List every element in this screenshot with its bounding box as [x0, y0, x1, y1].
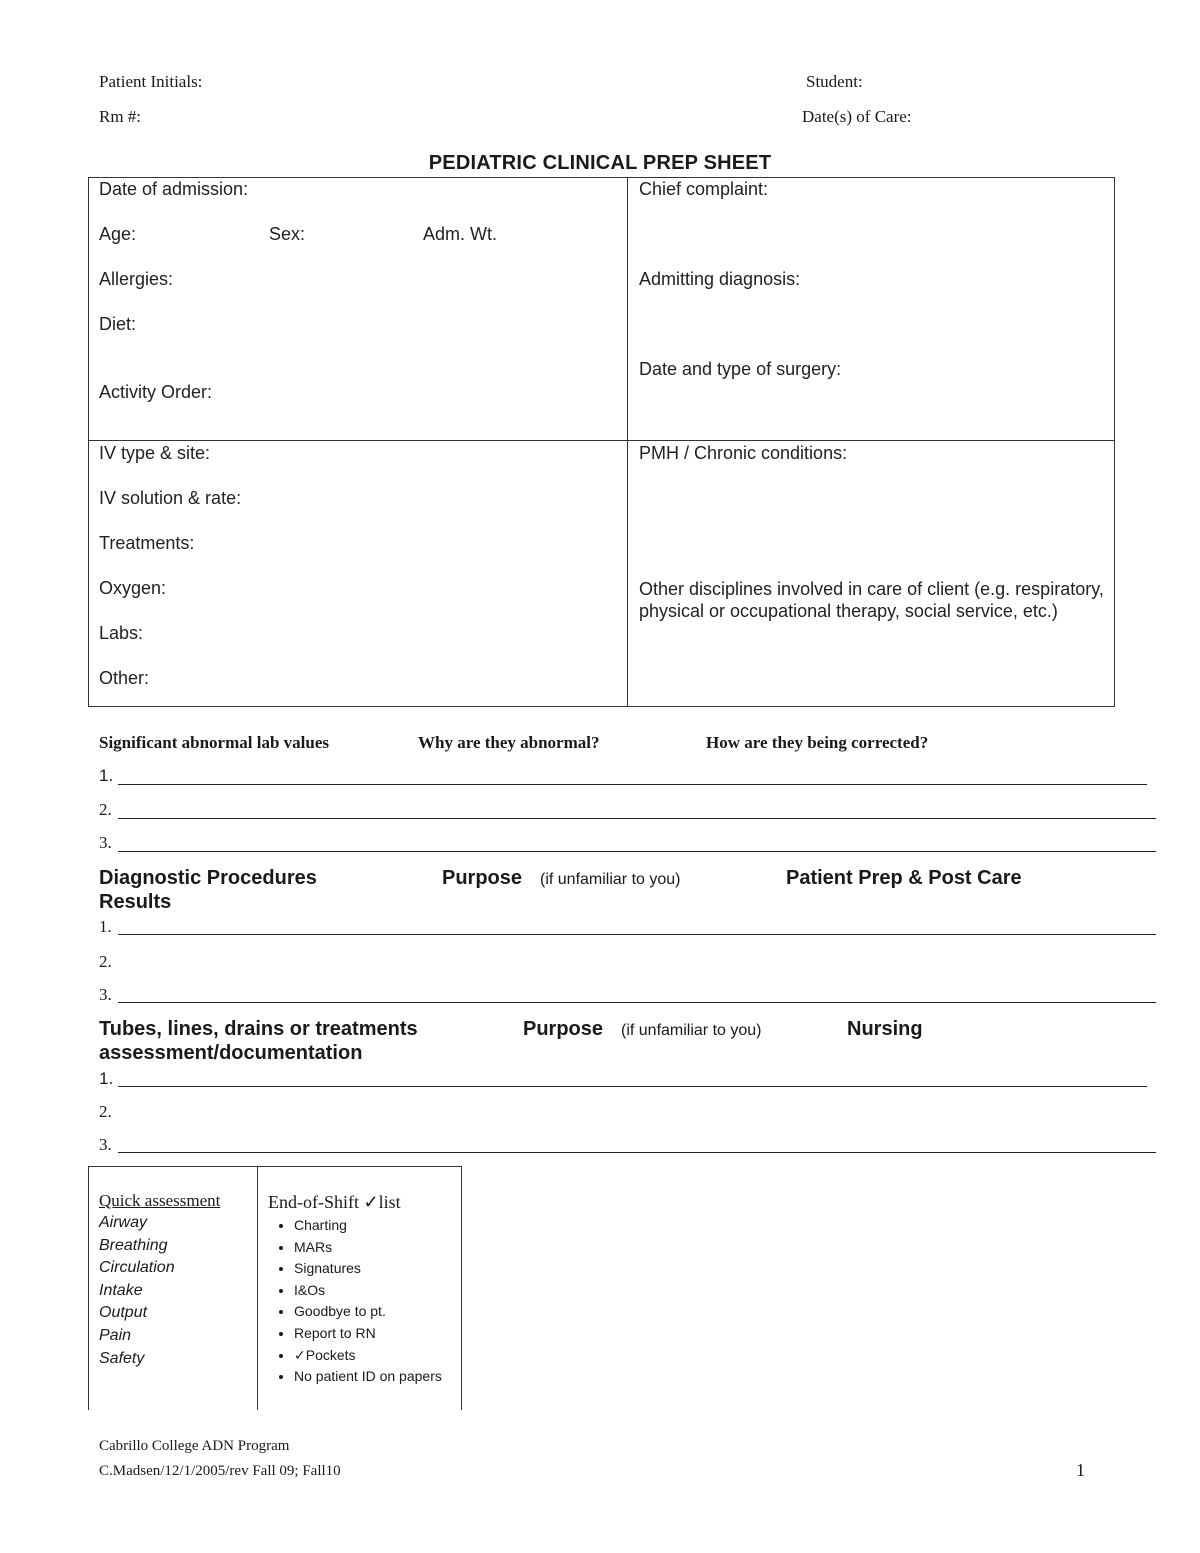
diagnostic-procedures-header: Diagnostic Procedures [99, 867, 317, 889]
lab-row-number: 2. [99, 800, 112, 819]
iv-type-site-field: IV type & site: [99, 443, 211, 463]
checklist-divider [257, 1166, 258, 1410]
diagnostic-row-line [118, 934, 1156, 935]
treatments-field: Treatments: [99, 533, 195, 553]
allergies-field: Allergies: [99, 269, 174, 289]
sex-field: Sex: [269, 224, 306, 244]
admitting-diagnosis-field: Admitting diagnosis: [639, 269, 801, 289]
lab-row-number: 1. [99, 766, 114, 785]
admission-weight-field: Adm. Wt. [423, 224, 498, 244]
page-number: 1 [1076, 1460, 1085, 1480]
lab-row-line [118, 784, 1147, 785]
diet-field: Diet: [99, 314, 137, 334]
tubes-row-number: 2. [99, 1102, 112, 1121]
diagnostic-row-line [118, 1002, 1156, 1003]
surgery-date-type-field: Date and type of surgery: [639, 359, 842, 379]
dates-of-care-label: Date(s) of Care: [802, 107, 912, 126]
quick-assessment-item: Circulation [99, 1259, 175, 1277]
other-disciplines-field: Other disciplines involved in care of client (e.g. respiratory, physical or occupational therapy, social service, etc.) [639, 579, 1104, 621]
quick-assessment-item: Breathing [99, 1236, 168, 1254]
end-of-shift-item: • Report to RN [294, 1323, 458, 1345]
lab-correction-header: How are they being corrected? [706, 733, 929, 752]
tubes-row-line [118, 1152, 1156, 1153]
footer-program: Cabrillo College ADN Program [99, 1438, 290, 1454]
diagnostic-row-number: 2. [99, 952, 112, 971]
other-field: Other: [99, 668, 150, 688]
tubes-row-number: 3. [99, 1135, 112, 1154]
quick-assessment-item: Intake [99, 1281, 143, 1299]
diagnostic-purpose-note: (if unfamiliar to you) [540, 871, 681, 888]
nursing-header: Nursing [847, 1018, 923, 1040]
labs-field: Labs: [99, 623, 144, 643]
end-of-shift-item: • Goodbye to pt. [294, 1301, 458, 1323]
lab-row-number: 3. [99, 833, 112, 852]
info-box-horizontal-divider [88, 440, 1115, 441]
oxygen-field: Oxygen: [99, 578, 167, 598]
info-box-vertical-divider [627, 177, 628, 707]
end-of-shift-item: • ✓Pockets [294, 1345, 458, 1367]
end-of-shift-list [268, 1215, 458, 1388]
lab-row-line [118, 851, 1156, 852]
end-of-shift-item: • Signatures [294, 1258, 458, 1280]
page-title: PEDIATRIC CLINICAL PREP SHEET [428, 152, 772, 174]
footer-revision: C.Madsen/12/1/2005/rev Fall 09; Fall10 [99, 1463, 341, 1479]
pmh-chronic-conditions-field: PMH / Chronic conditions: [639, 443, 848, 463]
diagnostic-row-number: 3. [99, 985, 112, 1004]
tubes-row-number: 1. [99, 1069, 114, 1088]
quick-assessment-list [99, 1212, 175, 1370]
quick-assessment-item: Safety [99, 1349, 145, 1367]
quick-assessment-item: Airway [99, 1214, 148, 1231]
end-of-shift-item: • Charting [294, 1215, 458, 1237]
end-of-shift-item: • No patient ID on papers [294, 1366, 458, 1388]
activity-order-field: Activity Order: [99, 382, 213, 402]
assessment-documentation-header: assessment/documentation [99, 1042, 363, 1064]
quick-assessment-item: Pain [99, 1326, 132, 1344]
date-of-admission-field: Date of admission: [99, 179, 249, 199]
end-of-shift-item: • I&Os [294, 1280, 458, 1302]
end-of-shift-title: End-of-Shift ✓list [268, 1192, 401, 1212]
patient-initials-label: Patient Initials: [99, 72, 203, 91]
patient-prep-header: Patient Prep & Post Care [786, 867, 1022, 889]
room-number-label: Rm #: [99, 107, 142, 126]
end-of-shift-item: • MARs [294, 1237, 458, 1259]
tubes-lines-header: Tubes, lines, drains or treatments [99, 1018, 418, 1040]
patient-info-box [88, 177, 1115, 707]
lab-row-line [118, 818, 1156, 819]
age-field: Age: [99, 224, 137, 244]
quick-assessment-title: Quick assessment [99, 1191, 221, 1210]
quick-assessment-item: Output [99, 1304, 148, 1322]
diagnostic-row-number: 1. [99, 917, 112, 936]
lab-why-header: Why are they abnormal? [418, 733, 600, 752]
tubes-purpose-note: (if unfamiliar to you) [621, 1022, 762, 1039]
tubes-purpose-header: Purpose [523, 1018, 604, 1040]
tubes-row-line [118, 1086, 1147, 1087]
student-label: Student: [806, 72, 863, 91]
diagnostic-results-header: Results [99, 891, 172, 913]
chief-complaint-field: Chief complaint: [639, 179, 769, 199]
diagnostic-purpose-header: Purpose [442, 867, 523, 889]
iv-solution-rate-field: IV solution & rate: [99, 488, 242, 508]
lab-values-header: Significant abnormal lab values [99, 733, 330, 752]
